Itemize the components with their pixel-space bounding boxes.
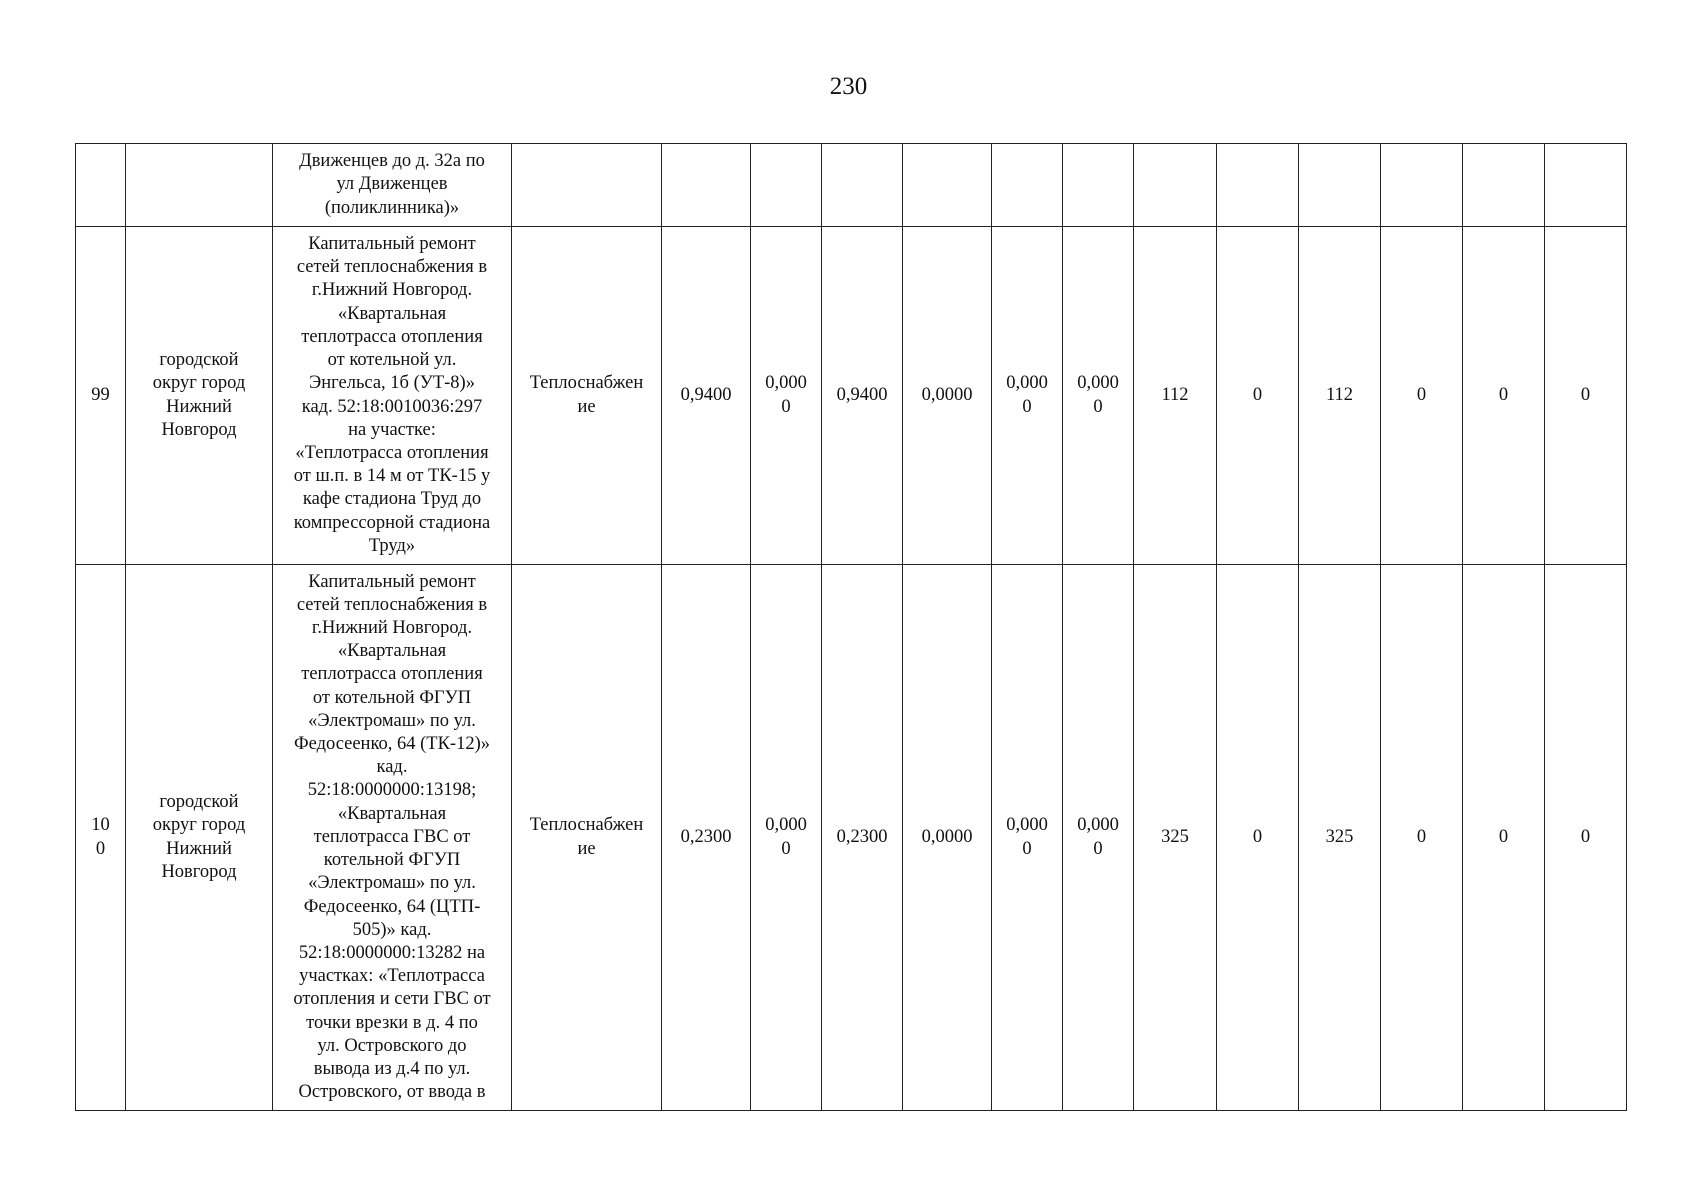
region-cell-line: городской bbox=[159, 792, 239, 813]
table-body bbox=[76, 144, 1627, 1111]
description-cell-line: Островского, от ввода в bbox=[298, 1082, 486, 1103]
value-col-8-cell-line: 0,0000 bbox=[921, 826, 973, 847]
region-cell bbox=[126, 565, 273, 1111]
row-number-cell-line: 10 bbox=[91, 815, 110, 836]
region-cell-line: Новгород bbox=[161, 419, 237, 440]
value-col-14-cell bbox=[1381, 144, 1463, 227]
value-col-14-cell bbox=[1381, 565, 1463, 1111]
description-cell-line: теплотрасса ГВС от bbox=[313, 826, 471, 847]
value-col-16-cell-line: 0 bbox=[1580, 384, 1591, 405]
description-cell-line: 52:18:0000000:13282 на bbox=[298, 942, 486, 963]
sector-cell-line: Теплоснабжен bbox=[529, 373, 644, 394]
description-cell-line: кад. bbox=[376, 757, 408, 778]
description-cell-line: 52:18:0000000:13198; bbox=[307, 780, 477, 801]
description-cell-line: кафе стадиона Труд до bbox=[302, 489, 482, 510]
value-col-13-cell-line: 325 bbox=[1325, 826, 1354, 847]
value-col-15-cell-line: 0 bbox=[1498, 384, 1509, 405]
value-col-12-cell-line: 0 bbox=[1252, 384, 1263, 405]
description-cell-line: кад. 52:18:0010036:297 bbox=[301, 396, 483, 417]
description-cell-line: «Квартальная bbox=[337, 303, 447, 324]
value-col-11-cell bbox=[1134, 565, 1217, 1111]
value-col-8-cell bbox=[903, 565, 992, 1111]
value-col-11-cell bbox=[1134, 227, 1217, 565]
value-col-9-cell bbox=[992, 565, 1063, 1111]
value-col-12-cell bbox=[1217, 227, 1299, 565]
description-cell-line: «Теплотрасса отопления bbox=[295, 442, 489, 463]
value-col-6-cell-line: 0,000 bbox=[765, 815, 807, 836]
description-cell-line: ул. Островского до bbox=[317, 1035, 467, 1056]
description-cell-line: от котельной ул. bbox=[327, 350, 457, 371]
description-cell-line: на участке: bbox=[348, 419, 436, 440]
value-col-6-cell-line: 0 bbox=[781, 396, 791, 417]
value-col-15-cell bbox=[1463, 144, 1545, 227]
sector-cell-line: Теплоснабжен bbox=[529, 815, 644, 836]
value-col-14-cell-line: 0 bbox=[1416, 384, 1427, 405]
value-col-11-cell-line: 325 bbox=[1161, 826, 1189, 847]
description-cell bbox=[273, 565, 512, 1111]
value-col-14-cell-line: 0 bbox=[1416, 826, 1427, 847]
description-cell-line: Труд» bbox=[368, 535, 416, 556]
description-cell-line: «Электромаш» по ул. bbox=[308, 710, 476, 731]
value-col-11-cell bbox=[1134, 144, 1217, 227]
description-cell-line: от котельной ФГУП bbox=[312, 687, 472, 708]
value-col-13-cell bbox=[1299, 144, 1381, 227]
value-col-16-cell-line: 0 bbox=[1580, 826, 1591, 847]
table-row bbox=[76, 565, 1627, 1111]
sector-cell bbox=[512, 144, 662, 227]
value-col-6-cell-line: 0 bbox=[781, 838, 791, 859]
value-col-13-cell bbox=[1299, 565, 1381, 1111]
value-col-6-cell bbox=[751, 144, 822, 227]
value-col-7-cell-line: 0,2300 bbox=[836, 826, 888, 847]
description-cell-line: (поликлинника)» bbox=[324, 197, 460, 218]
description-cell-line: 505)» кад. bbox=[352, 919, 432, 940]
description-cell-line: теплотрасса отопления bbox=[301, 326, 483, 347]
value-col-5-cell-line: 0,9400 bbox=[680, 384, 732, 405]
description-cell bbox=[273, 227, 512, 565]
row-number-cell bbox=[76, 144, 126, 227]
region-cell-line: Нижний bbox=[166, 838, 232, 859]
value-col-5-cell bbox=[662, 227, 751, 565]
value-col-10-cell-line: 0 bbox=[1093, 838, 1103, 859]
region-cell-line: округ город bbox=[152, 373, 246, 394]
description-cell-line: Движенцев до д. 32а по bbox=[299, 151, 485, 172]
value-col-13-cell bbox=[1299, 227, 1381, 565]
description-cell-line: участках: «Теплотрасса bbox=[299, 966, 485, 987]
value-col-7-cell bbox=[822, 227, 903, 565]
value-col-15-cell-line: 0 bbox=[1498, 826, 1509, 847]
sector-cell bbox=[512, 565, 662, 1111]
value-col-12-cell bbox=[1217, 144, 1299, 227]
row-number-cell bbox=[76, 227, 126, 565]
value-col-8-cell bbox=[903, 227, 992, 565]
value-col-6-cell bbox=[751, 565, 822, 1111]
description-cell-line: г.Нижний Новгород. bbox=[311, 618, 473, 639]
region-cell bbox=[126, 227, 273, 565]
table-row bbox=[76, 144, 1627, 227]
description-cell-line: «Квартальная bbox=[337, 803, 447, 824]
value-col-8-cell bbox=[903, 144, 992, 227]
description-cell-line: котельной ФГУП bbox=[323, 850, 461, 871]
sector-cell-line: ие bbox=[577, 396, 596, 417]
value-col-16-cell bbox=[1545, 565, 1627, 1111]
value-col-10-cell-line: 0,000 bbox=[1077, 815, 1119, 836]
value-col-12-cell-line: 0 bbox=[1252, 826, 1263, 847]
description-cell-line: вывода из д.4 по ул. bbox=[313, 1058, 471, 1079]
value-col-9-cell bbox=[992, 227, 1063, 565]
value-col-8-cell-line: 0,0000 bbox=[921, 384, 973, 405]
value-col-14-cell bbox=[1381, 227, 1463, 565]
region-cell-line: округ город bbox=[152, 815, 246, 836]
value-col-9-cell-line: 0 bbox=[1022, 838, 1032, 859]
description-cell-line: точки врезки в д. 4 по bbox=[306, 1012, 478, 1033]
data-table bbox=[75, 143, 1627, 1111]
description-cell-line: Капитальный ремонт bbox=[308, 234, 476, 255]
description-cell-line: Энгельса, 1б (УТ-8)» bbox=[309, 373, 475, 394]
value-col-10-cell bbox=[1063, 227, 1134, 565]
sector-cell-line: ие bbox=[577, 838, 596, 859]
value-col-12-cell bbox=[1217, 565, 1299, 1111]
value-col-10-cell bbox=[1063, 144, 1134, 227]
description-cell-line: ул Движенцев bbox=[336, 174, 448, 195]
description-cell-line: теплотрасса отопления bbox=[301, 664, 483, 685]
value-col-6-cell bbox=[751, 227, 822, 565]
value-col-7-cell bbox=[822, 565, 903, 1111]
value-col-15-cell bbox=[1463, 227, 1545, 565]
sector-cell bbox=[512, 227, 662, 565]
value-col-11-cell-line: 112 bbox=[1161, 384, 1189, 405]
value-col-9-cell bbox=[992, 144, 1063, 227]
value-col-16-cell bbox=[1545, 144, 1627, 227]
description-cell-line: Капитальный ремонт bbox=[308, 571, 476, 592]
description-cell-line: «Квартальная bbox=[337, 641, 447, 662]
row-number-cell-line: 99 bbox=[91, 384, 110, 405]
region-cell bbox=[126, 144, 273, 227]
value-col-10-cell-line: 0 bbox=[1093, 396, 1103, 417]
value-col-7-cell-line: 0,9400 bbox=[836, 384, 888, 405]
description-cell-line: отопления и сети ГВС от bbox=[293, 989, 491, 1010]
region-cell-line: Новгород bbox=[161, 861, 237, 882]
description-cell-line: сетей теплоснабжения в bbox=[296, 257, 488, 278]
table-row bbox=[76, 227, 1627, 565]
value-col-5-cell bbox=[662, 144, 751, 227]
value-col-13-cell-line: 112 bbox=[1325, 384, 1354, 405]
description-cell-line: «Электромаш» по ул. bbox=[308, 873, 476, 894]
value-col-9-cell-line: 0,000 bbox=[1006, 373, 1048, 394]
region-cell-line: Нижний bbox=[166, 396, 232, 417]
description-cell bbox=[273, 144, 512, 227]
value-col-10-cell bbox=[1063, 565, 1134, 1111]
description-cell-line: Федосеенко, 64 (ЦТП- bbox=[303, 896, 481, 917]
value-col-5-cell-line: 0,2300 bbox=[680, 826, 732, 847]
description-cell-line: сетей теплоснабжения в bbox=[296, 594, 488, 615]
value-col-10-cell-line: 0,000 bbox=[1077, 373, 1119, 394]
value-col-15-cell bbox=[1463, 565, 1545, 1111]
value-col-7-cell bbox=[822, 144, 903, 227]
value-col-9-cell-line: 0 bbox=[1022, 396, 1032, 417]
description-cell-line: компрессорной стадиона bbox=[293, 512, 491, 533]
value-col-9-cell-line: 0,000 bbox=[1006, 815, 1048, 836]
value-col-5-cell bbox=[662, 565, 751, 1111]
value-col-16-cell bbox=[1545, 227, 1627, 565]
description-cell-line: от ш.п. в 14 м от ТК-15 у bbox=[293, 466, 491, 487]
description-cell-line: Федосеенко, 64 (ТК-12)» bbox=[293, 734, 490, 755]
value-col-6-cell-line: 0,000 bbox=[765, 373, 807, 394]
region-cell-line: городской bbox=[159, 350, 239, 371]
row-number-cell-line: 0 bbox=[95, 838, 106, 859]
description-cell-line: г.Нижний Новгород. bbox=[311, 280, 473, 301]
row-number-cell bbox=[76, 565, 126, 1111]
page-number: 230 bbox=[829, 73, 868, 100]
